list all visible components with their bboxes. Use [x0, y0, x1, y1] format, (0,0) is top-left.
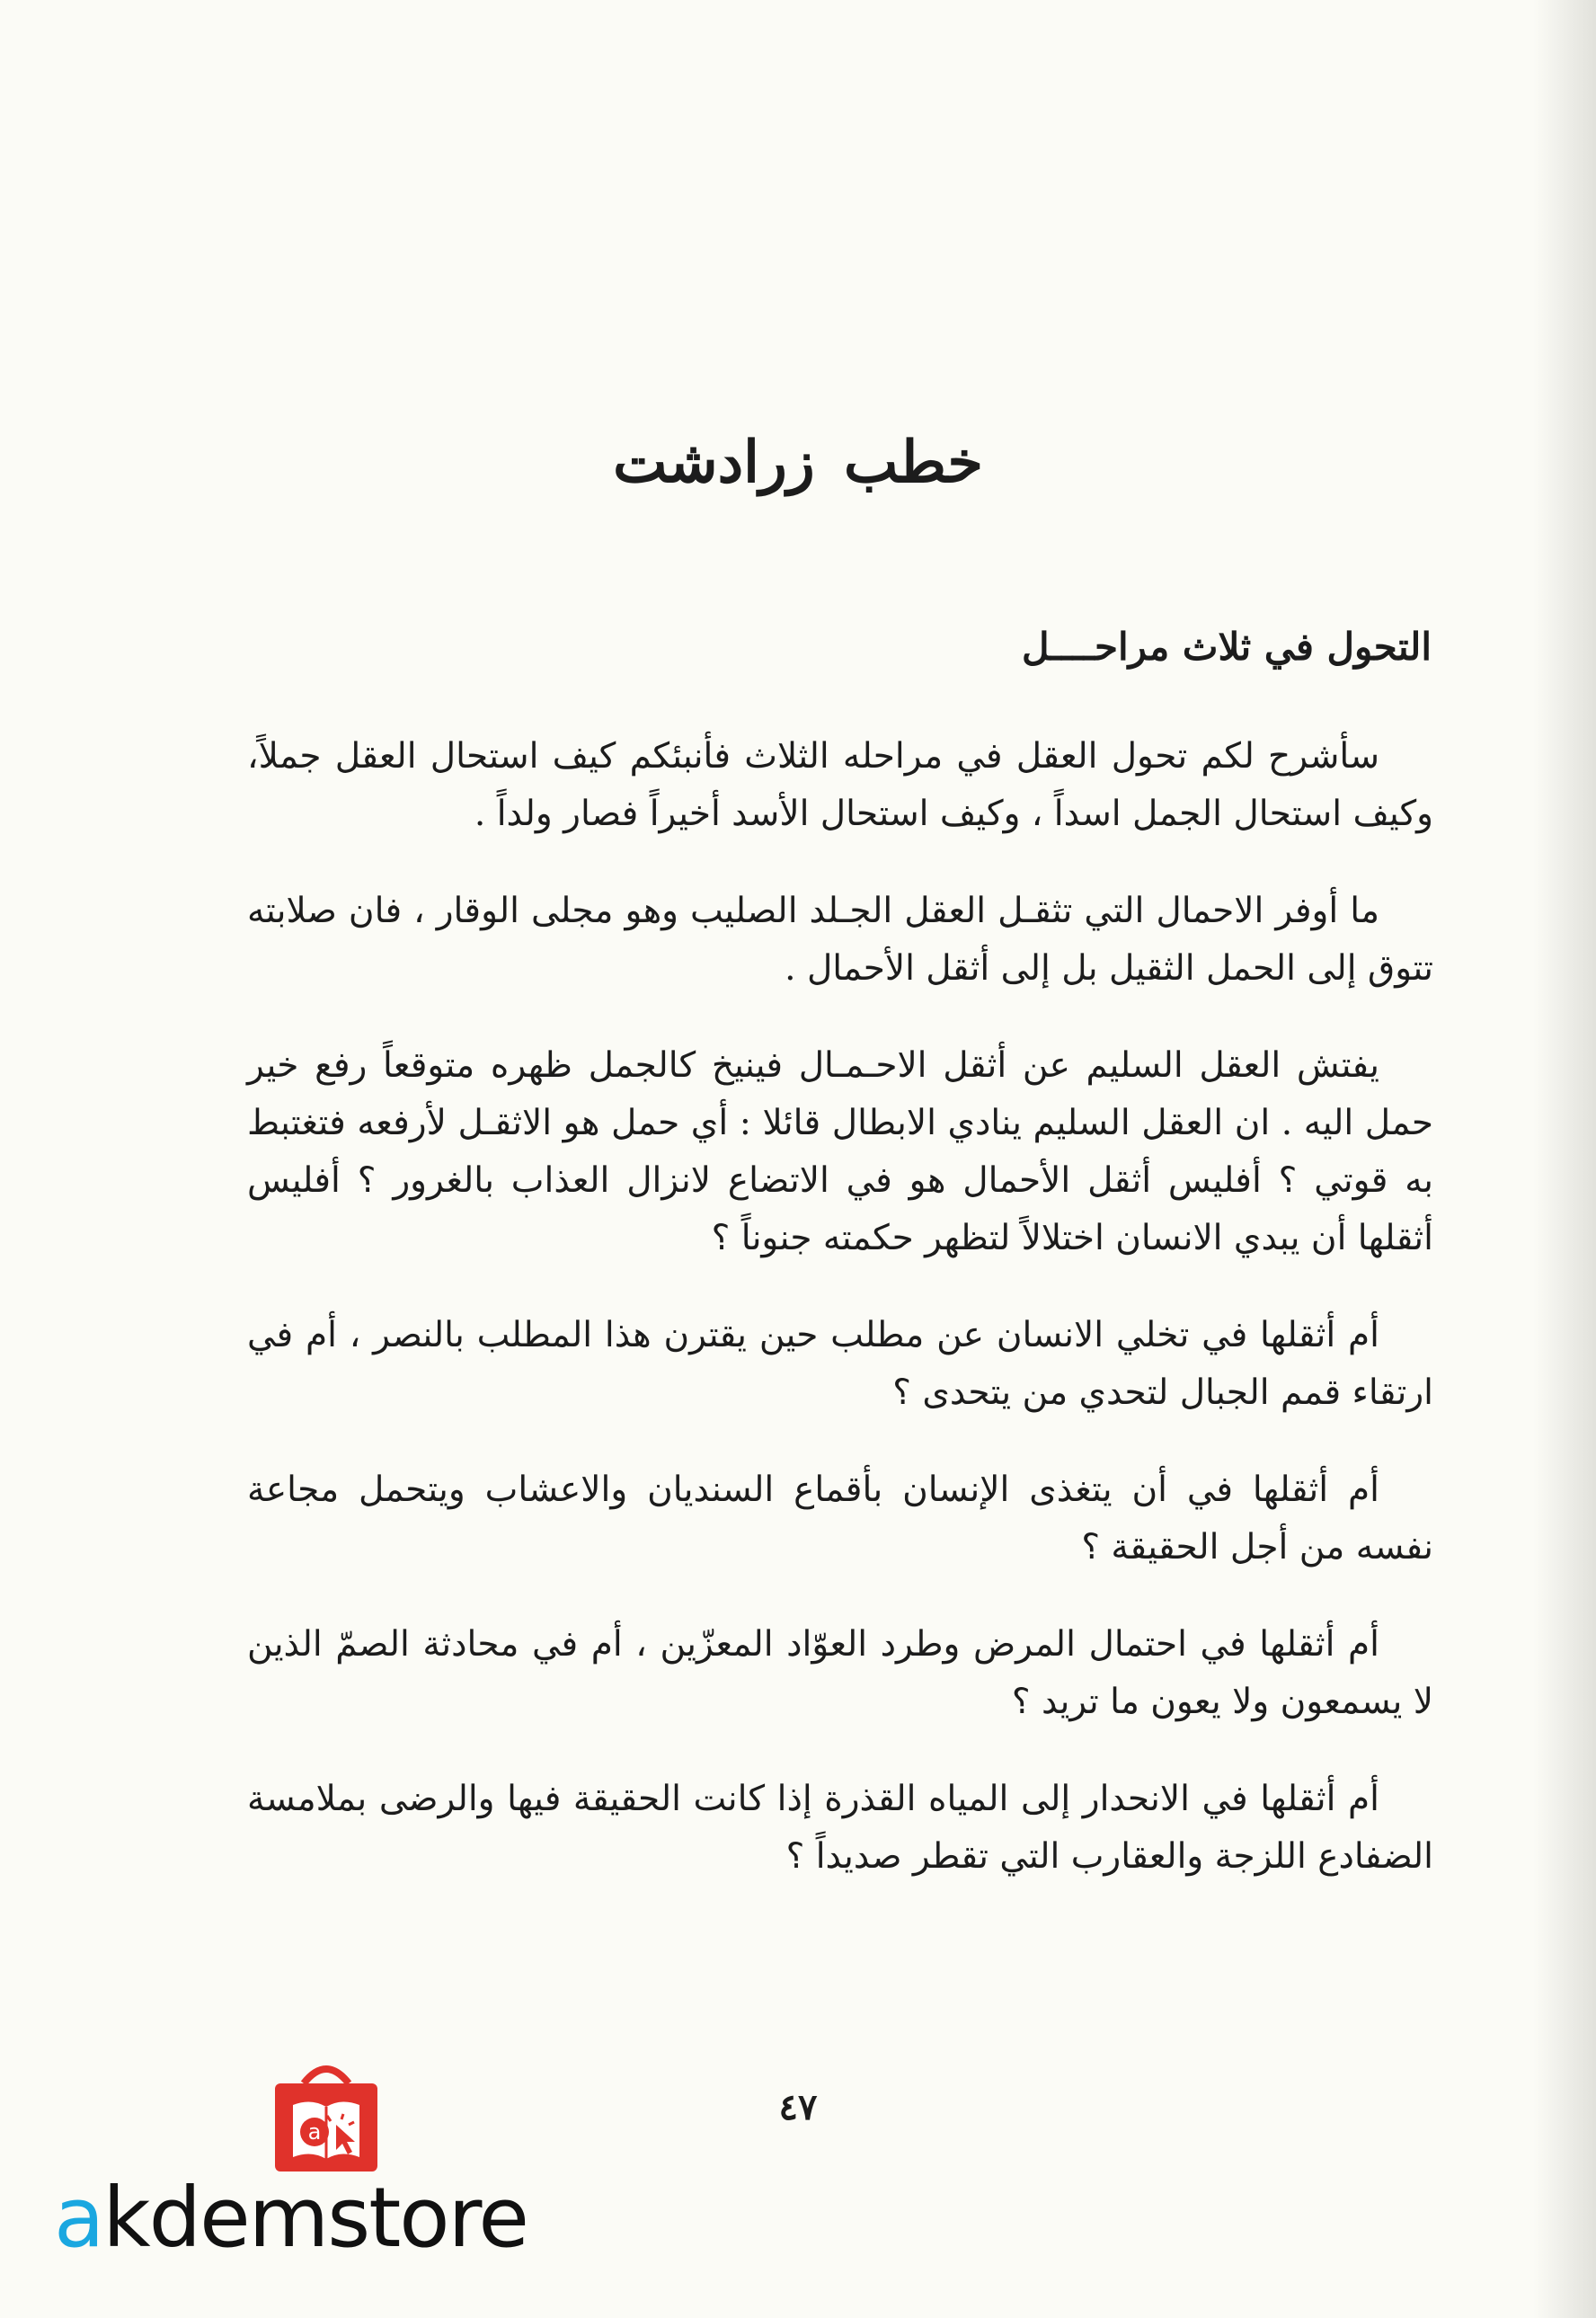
page-number: ٤٧: [778, 2086, 818, 2128]
paragraph: يفتش العقل السليم عن أثقل الاحـمـال فينيخ كالجمل ظهره متوقعاً رفع خير حمل اليه . ان العقل السليم ينادي الابطال قائلا : أي حمل هو الاثقـل لأرفعه فتغتبط به قوتي ؟ أفليس أثقل الأحمال هو في الاتضاع لانزال العذاب بالغرور ؟ أفليس أثقلها أن يبدي الانسان اختلالاً لتظهر حكمته جنوناً ؟: [247, 1045, 1433, 1258]
paragraph: أم أثقلها في تخلي الانسان عن مطلب حين يقترن هذا المطلب بالنصر ، أم في ارتقاء قمم الجبال لتحدي من يتحدى ؟: [247, 1315, 1433, 1413]
body-text: [247, 728, 1433, 1925]
section-heading: التحول في ثلاث مراحــــل: [1021, 625, 1432, 669]
brand-accent-letter: a: [54, 2170, 103, 2266]
store-brand-name: [54, 2171, 528, 2265]
paragraph: أم أثقلها في الانحدار إلى المياه القذرة إذا كانت الحقيقة فيها والرضى بملامسة الضفادع اللزجة والعقارب التي تقطر صديداً ؟: [247, 1779, 1433, 1877]
svg-text:a: a: [307, 2119, 322, 2145]
bag-book-icon: [241, 2058, 412, 2175]
paragraph: أم أثقلها في أن يتغذى الإنسان بأقماع السنديان والاعشاب ويتحمل مجاعة نفسه من أجل الحقيقة ؟: [247, 1470, 1433, 1568]
brand-name-rest: kdemstore: [102, 2170, 528, 2266]
paragraph: ما أوفر الاحمال التي تثقـل العقل الجـلد الصليب وهو مجلى الوقار ، فان صلابته تتوق إلى الحمل الثقيل بل إلى أثقل الأحمال .: [247, 891, 1433, 989]
page-title: خطب زرادشت: [613, 429, 983, 496]
paragraph: سأشرح لكم تحول العقل في مراحله الثلاث فأنبئكم كيف استحال العقل جملاً، وكيف استحال الجمل اسداً ، وكيف استحال الأسد أخيراً فصار ولداً .: [247, 736, 1433, 834]
page-edge-shadow: [1533, 0, 1596, 2318]
store-watermark-logo: [54, 2058, 557, 2265]
paragraph: أم أثقلها في احتمال المرض وطرد العوّاد المعزّين ، أم في محادثة الصمّ الذين لا يسمعون ولا يعون ما تريد ؟: [247, 1624, 1433, 1722]
